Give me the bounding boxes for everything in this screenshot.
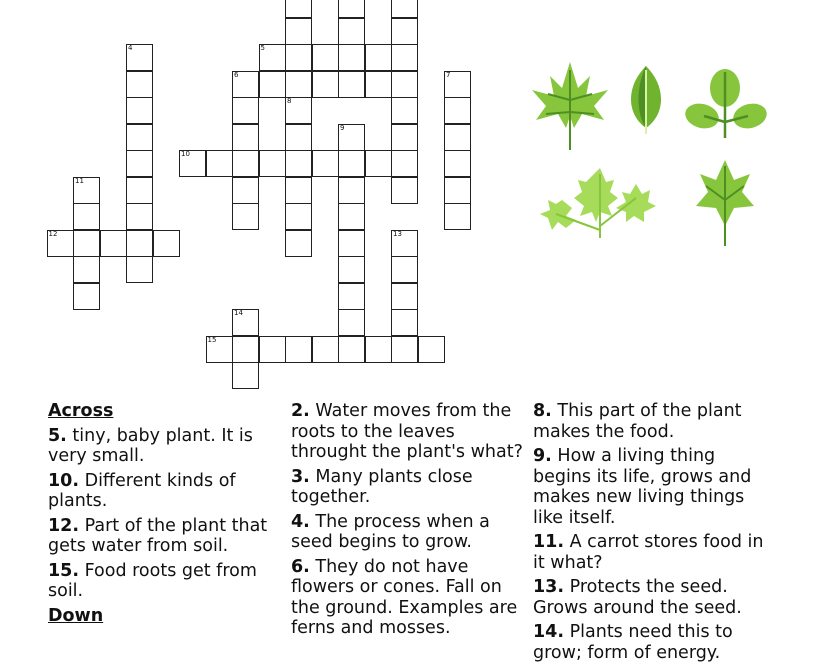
clue-item — [48, 471, 276, 512]
leaf-illustrations — [520, 50, 790, 260]
clue-text: A carrot stores food in it what? — [533, 532, 764, 573]
clue-text: tiny, baby plant. It is very small. — [48, 425, 253, 466]
crossword-cell[interactable] — [338, 150, 365, 177]
crossword-cell[interactable] — [285, 177, 312, 204]
clue-item — [48, 516, 276, 557]
cell-number: 11 — [75, 176, 84, 185]
crossword-cell[interactable] — [73, 230, 100, 257]
clue-column-3 — [533, 401, 773, 667]
crossword-cell[interactable] — [285, 97, 312, 124]
clue-number: 15. — [48, 560, 80, 581]
crossword-cell[interactable] — [312, 44, 339, 71]
clue-item — [48, 426, 276, 467]
crossword-cell[interactable] — [206, 150, 233, 177]
crossword-cell[interactable] — [391, 0, 418, 18]
clue-number: 6. — [291, 556, 310, 577]
clue-number: 9. — [533, 446, 552, 466]
crossword-cell[interactable] — [444, 124, 471, 151]
cell-number: 6 — [234, 70, 239, 79]
crossword-cell[interactable] — [259, 336, 286, 363]
serrated-leaf-cluster-icon — [540, 168, 656, 238]
crossword-cell[interactable] — [338, 18, 365, 45]
crossword-cell[interactable] — [338, 44, 365, 71]
down-heading: Down — [48, 605, 104, 626]
crossword-cell[interactable] — [338, 71, 365, 98]
crossword-cell[interactable] — [179, 150, 206, 177]
crossword-cell[interactable] — [391, 18, 418, 45]
crossword-cell[interactable] — [232, 203, 259, 230]
crossword-cell[interactable] — [391, 283, 418, 310]
clue-number: 14. — [533, 622, 565, 642]
clue-item — [533, 622, 773, 663]
crossword-cell[interactable] — [285, 0, 312, 18]
crossword-cell[interactable] — [232, 124, 259, 151]
crossword-cell[interactable] — [126, 203, 153, 230]
clue-number: 13. — [533, 577, 565, 597]
clue-text: Plants need this to grow; form of energy. — [533, 622, 733, 663]
crossword-cell[interactable] — [338, 230, 365, 257]
clue-item — [48, 561, 276, 602]
crossword-cell[interactable] — [338, 283, 365, 310]
crossword-cell[interactable] — [285, 44, 312, 71]
crossword-cell[interactable] — [391, 44, 418, 71]
crossword-cell[interactable] — [232, 362, 259, 389]
maple-leaf-icon — [532, 62, 608, 150]
crossword-cell[interactable] — [232, 336, 259, 363]
crossword-cell[interactable] — [126, 44, 153, 71]
cell-number: 7 — [446, 70, 451, 79]
clue-number: 2. — [291, 401, 310, 421]
clue-column-1 — [48, 401, 276, 630]
cell-number: 14 — [234, 309, 243, 317]
crossword-cell[interactable] — [126, 230, 153, 257]
crossword-cell[interactable] — [391, 177, 418, 204]
cell-number: 12 — [48, 229, 58, 238]
crossword-cell[interactable] — [444, 177, 471, 204]
crossword-cell[interactable] — [285, 203, 312, 230]
clue-text: The process when a seed begins to grow. — [291, 511, 490, 552]
crossword-cell[interactable] — [391, 256, 418, 283]
clue-item — [291, 512, 523, 553]
crossword-cell[interactable] — [232, 71, 259, 98]
crossword-cell[interactable] — [285, 124, 312, 151]
clue-number: 8. — [533, 401, 552, 421]
crossword-cell[interactable] — [444, 97, 471, 124]
crossword-cell[interactable] — [232, 309, 259, 336]
clue-number: 12. — [48, 515, 80, 536]
crossword-cell[interactable] — [365, 44, 392, 71]
crossword-cell[interactable] — [126, 97, 153, 124]
clue-number: 5. — [48, 425, 67, 446]
crossword-cell[interactable] — [126, 124, 153, 151]
crossword-cell[interactable] — [126, 71, 153, 98]
clue-text: Many plants close together. — [291, 466, 473, 507]
crossword-cell[interactable] — [232, 150, 259, 177]
crossword-cell[interactable] — [418, 336, 445, 363]
crossword-cell[interactable] — [285, 230, 312, 257]
crossword-cell[interactable] — [73, 283, 100, 310]
crossword-cell[interactable] — [232, 97, 259, 124]
crossword-cell[interactable] — [285, 336, 312, 363]
clue-text: Water moves from the roots to the leaves throught the plant's what? — [291, 401, 523, 462]
cell-number: 15 — [207, 335, 217, 344]
crossword-cell[interactable] — [285, 71, 312, 98]
crossword-cell[interactable] — [391, 336, 418, 363]
crossword-cell[interactable] — [259, 44, 286, 71]
clue-text: Different kinds of plants. — [48, 470, 236, 511]
clue-text: This part of the plant makes the food. — [533, 401, 742, 442]
crossword-cell[interactable] — [153, 230, 180, 257]
clue-text: Protects the seed. Grows around the seed. — [533, 577, 742, 618]
crossword-cell[interactable] — [391, 309, 418, 336]
crossword-cell[interactable] — [365, 336, 392, 363]
crossword-cell[interactable] — [285, 18, 312, 45]
crossword-cell[interactable] — [126, 150, 153, 177]
crossword-cell[interactable] — [73, 203, 100, 230]
clue-item — [533, 532, 773, 573]
crossword-cell[interactable] — [444, 150, 471, 177]
crossword-cell[interactable] — [391, 124, 418, 151]
cell-number: 10 — [181, 150, 190, 158]
crossword-cell[interactable] — [391, 150, 418, 177]
crossword-cell[interactable] — [391, 230, 418, 257]
clue-text: How a living thing begins its life, grows and makes new living things like itself. — [533, 446, 752, 528]
crossword-cell[interactable] — [444, 203, 471, 230]
cell-number: 4 — [128, 44, 133, 52]
crossword-cell[interactable] — [338, 124, 365, 151]
crossword-cell[interactable] — [259, 150, 286, 177]
crossword-cell[interactable] — [259, 71, 286, 98]
crossword-cell[interactable] — [365, 150, 392, 177]
clue-item — [291, 401, 523, 463]
clue-item — [291, 467, 523, 508]
lobed-leaf-icon — [696, 160, 754, 246]
clue-item — [533, 401, 773, 442]
crossword-cell[interactable] — [232, 177, 259, 204]
clue-text: Part of the plant that gets water from soil. — [48, 515, 268, 556]
clue-column-2 — [291, 401, 523, 643]
crossword-cell[interactable] — [338, 0, 365, 18]
across-heading: Across — [48, 401, 114, 421]
crossword-cell[interactable] — [47, 230, 74, 257]
cell-number: 9 — [340, 123, 345, 132]
crossword-cell[interactable] — [391, 71, 418, 98]
clue-text: Food roots get from soil. — [48, 560, 257, 601]
clue-number: 11. — [533, 532, 565, 552]
clue-number: 4. — [291, 511, 310, 532]
crossword-cell[interactable] — [365, 71, 392, 98]
crossword-cell[interactable] — [338, 336, 365, 363]
clue-number: 10. — [48, 470, 80, 491]
cell-number: 5 — [260, 44, 265, 52]
cell-number: 8 — [287, 97, 292, 105]
three-round-leaves-icon — [682, 69, 769, 138]
crossword-cell[interactable] — [338, 309, 365, 336]
crossword-cell[interactable] — [338, 203, 365, 230]
clue-item — [533, 446, 773, 528]
crossword-cell[interactable] — [73, 177, 100, 204]
crossword-cell[interactable] — [126, 256, 153, 283]
crossword-cell[interactable] — [338, 256, 365, 283]
clue-item — [533, 577, 773, 618]
crossword-cell[interactable] — [312, 71, 339, 98]
crossword-cell[interactable] — [285, 150, 312, 177]
clue-number: 3. — [291, 466, 310, 487]
cell-number: 13 — [393, 229, 402, 238]
single-leaf-icon — [631, 66, 661, 134]
crossword-cell[interactable] — [444, 71, 471, 98]
crossword-cell[interactable] — [206, 336, 233, 363]
crossword-cell[interactable] — [338, 177, 365, 204]
crossword-cell[interactable] — [73, 256, 100, 283]
crossword-cell[interactable] — [100, 230, 127, 257]
crossword-cell[interactable] — [312, 150, 339, 177]
clue-text: They do not have flowers or cones. Fall on the ground. Examples are ferns and mosses. — [291, 556, 518, 638]
crossword-cell[interactable] — [126, 177, 153, 204]
crossword-cell[interactable] — [391, 97, 418, 124]
clue-item — [291, 557, 523, 639]
crossword-cell[interactable] — [312, 336, 339, 363]
